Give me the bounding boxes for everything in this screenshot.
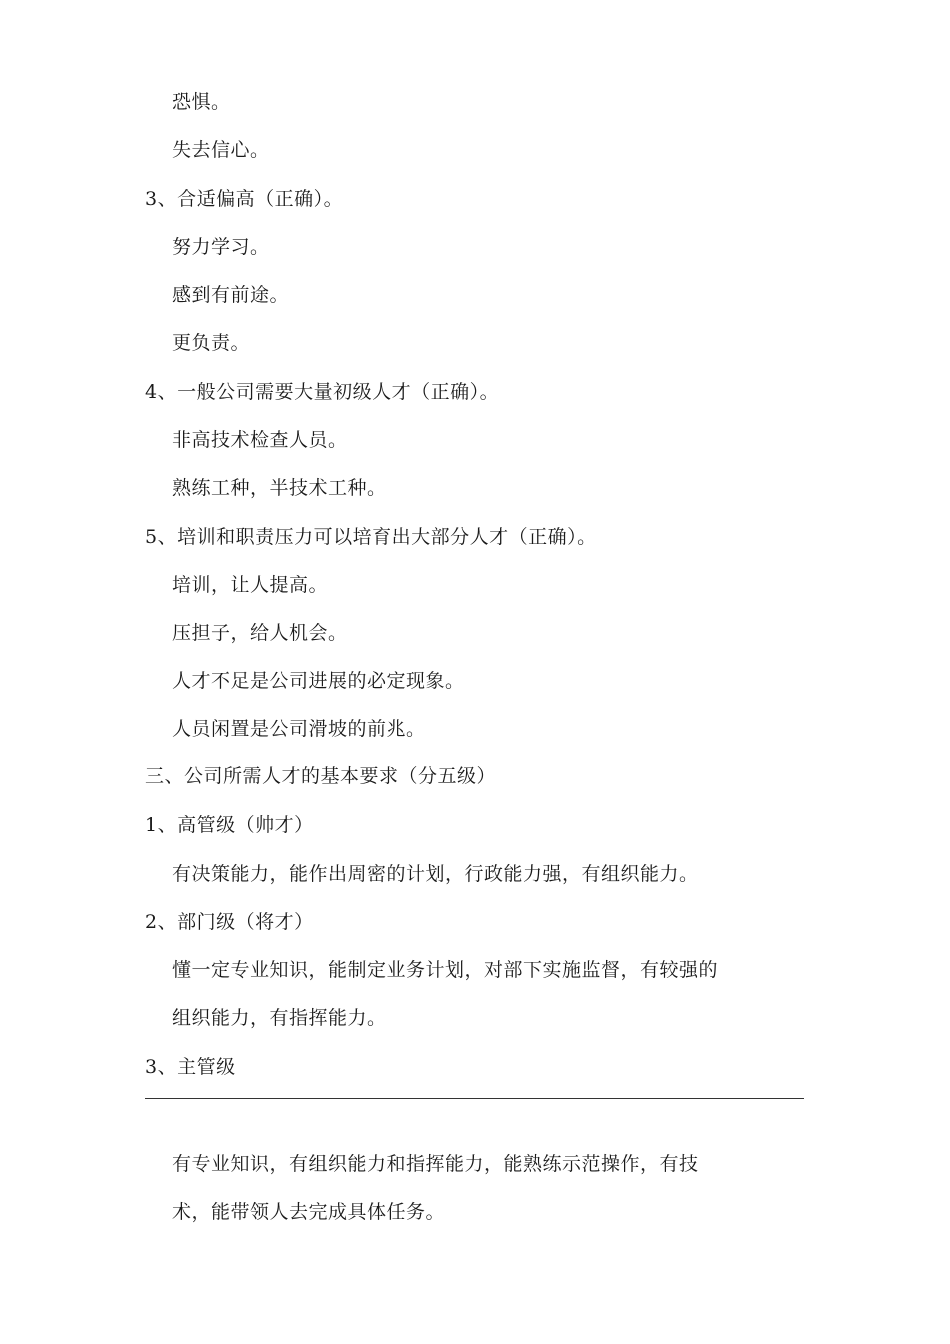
- numbered-heading: 3、主管级: [145, 1056, 236, 1078]
- horizontal-divider: [145, 1098, 804, 1099]
- text-line: 懂一定专业知识，能制定业务计划，对部下实施监督，有较强的: [172, 959, 719, 981]
- text-line: 有专业知识，有组织能力和指挥能力，能熟练示范操作，有技: [172, 1153, 699, 1175]
- numbered-heading: 1、高管级（帅才）: [145, 814, 314, 836]
- numbered-heading: 2、部门级（将才）: [145, 911, 314, 933]
- text-line: 更负责。: [172, 332, 251, 354]
- section-heading: 三、公司所需人才的基本要求（分五级）: [145, 765, 497, 787]
- numbered-heading: 5、培训和职责压力可以培育出大部分人才（正确）。: [145, 526, 597, 548]
- text-line: 培训，让人提高。: [172, 574, 329, 596]
- numbered-heading: 4、一般公司需要大量初级人才（正确）。: [145, 381, 500, 403]
- text-line: 人才不足是公司进展的必定现象。: [172, 670, 465, 692]
- text-line: 组织能力，有指挥能力。: [172, 1007, 387, 1029]
- text-line: 熟练工种，半技术工种。: [172, 477, 387, 499]
- text-line: 术，能带领人去完成具体任务。: [172, 1201, 446, 1223]
- text-line: 人员闲置是公司滑坡的前兆。: [172, 718, 426, 740]
- numbered-heading: 3、合适偏高（正确）。: [145, 188, 344, 210]
- text-line: 努力学习。: [172, 236, 270, 258]
- text-line: 失去信心。: [172, 139, 270, 161]
- text-line: 恐惧。: [172, 91, 231, 113]
- text-line: 感到有前途。: [172, 284, 290, 306]
- text-line: 有决策能力，能作出周密的计划，行政能力强，有组织能力。: [172, 863, 699, 885]
- text-line: 非高技术检查人员。: [172, 429, 348, 451]
- text-line: 压担子，给人机会。: [172, 622, 348, 644]
